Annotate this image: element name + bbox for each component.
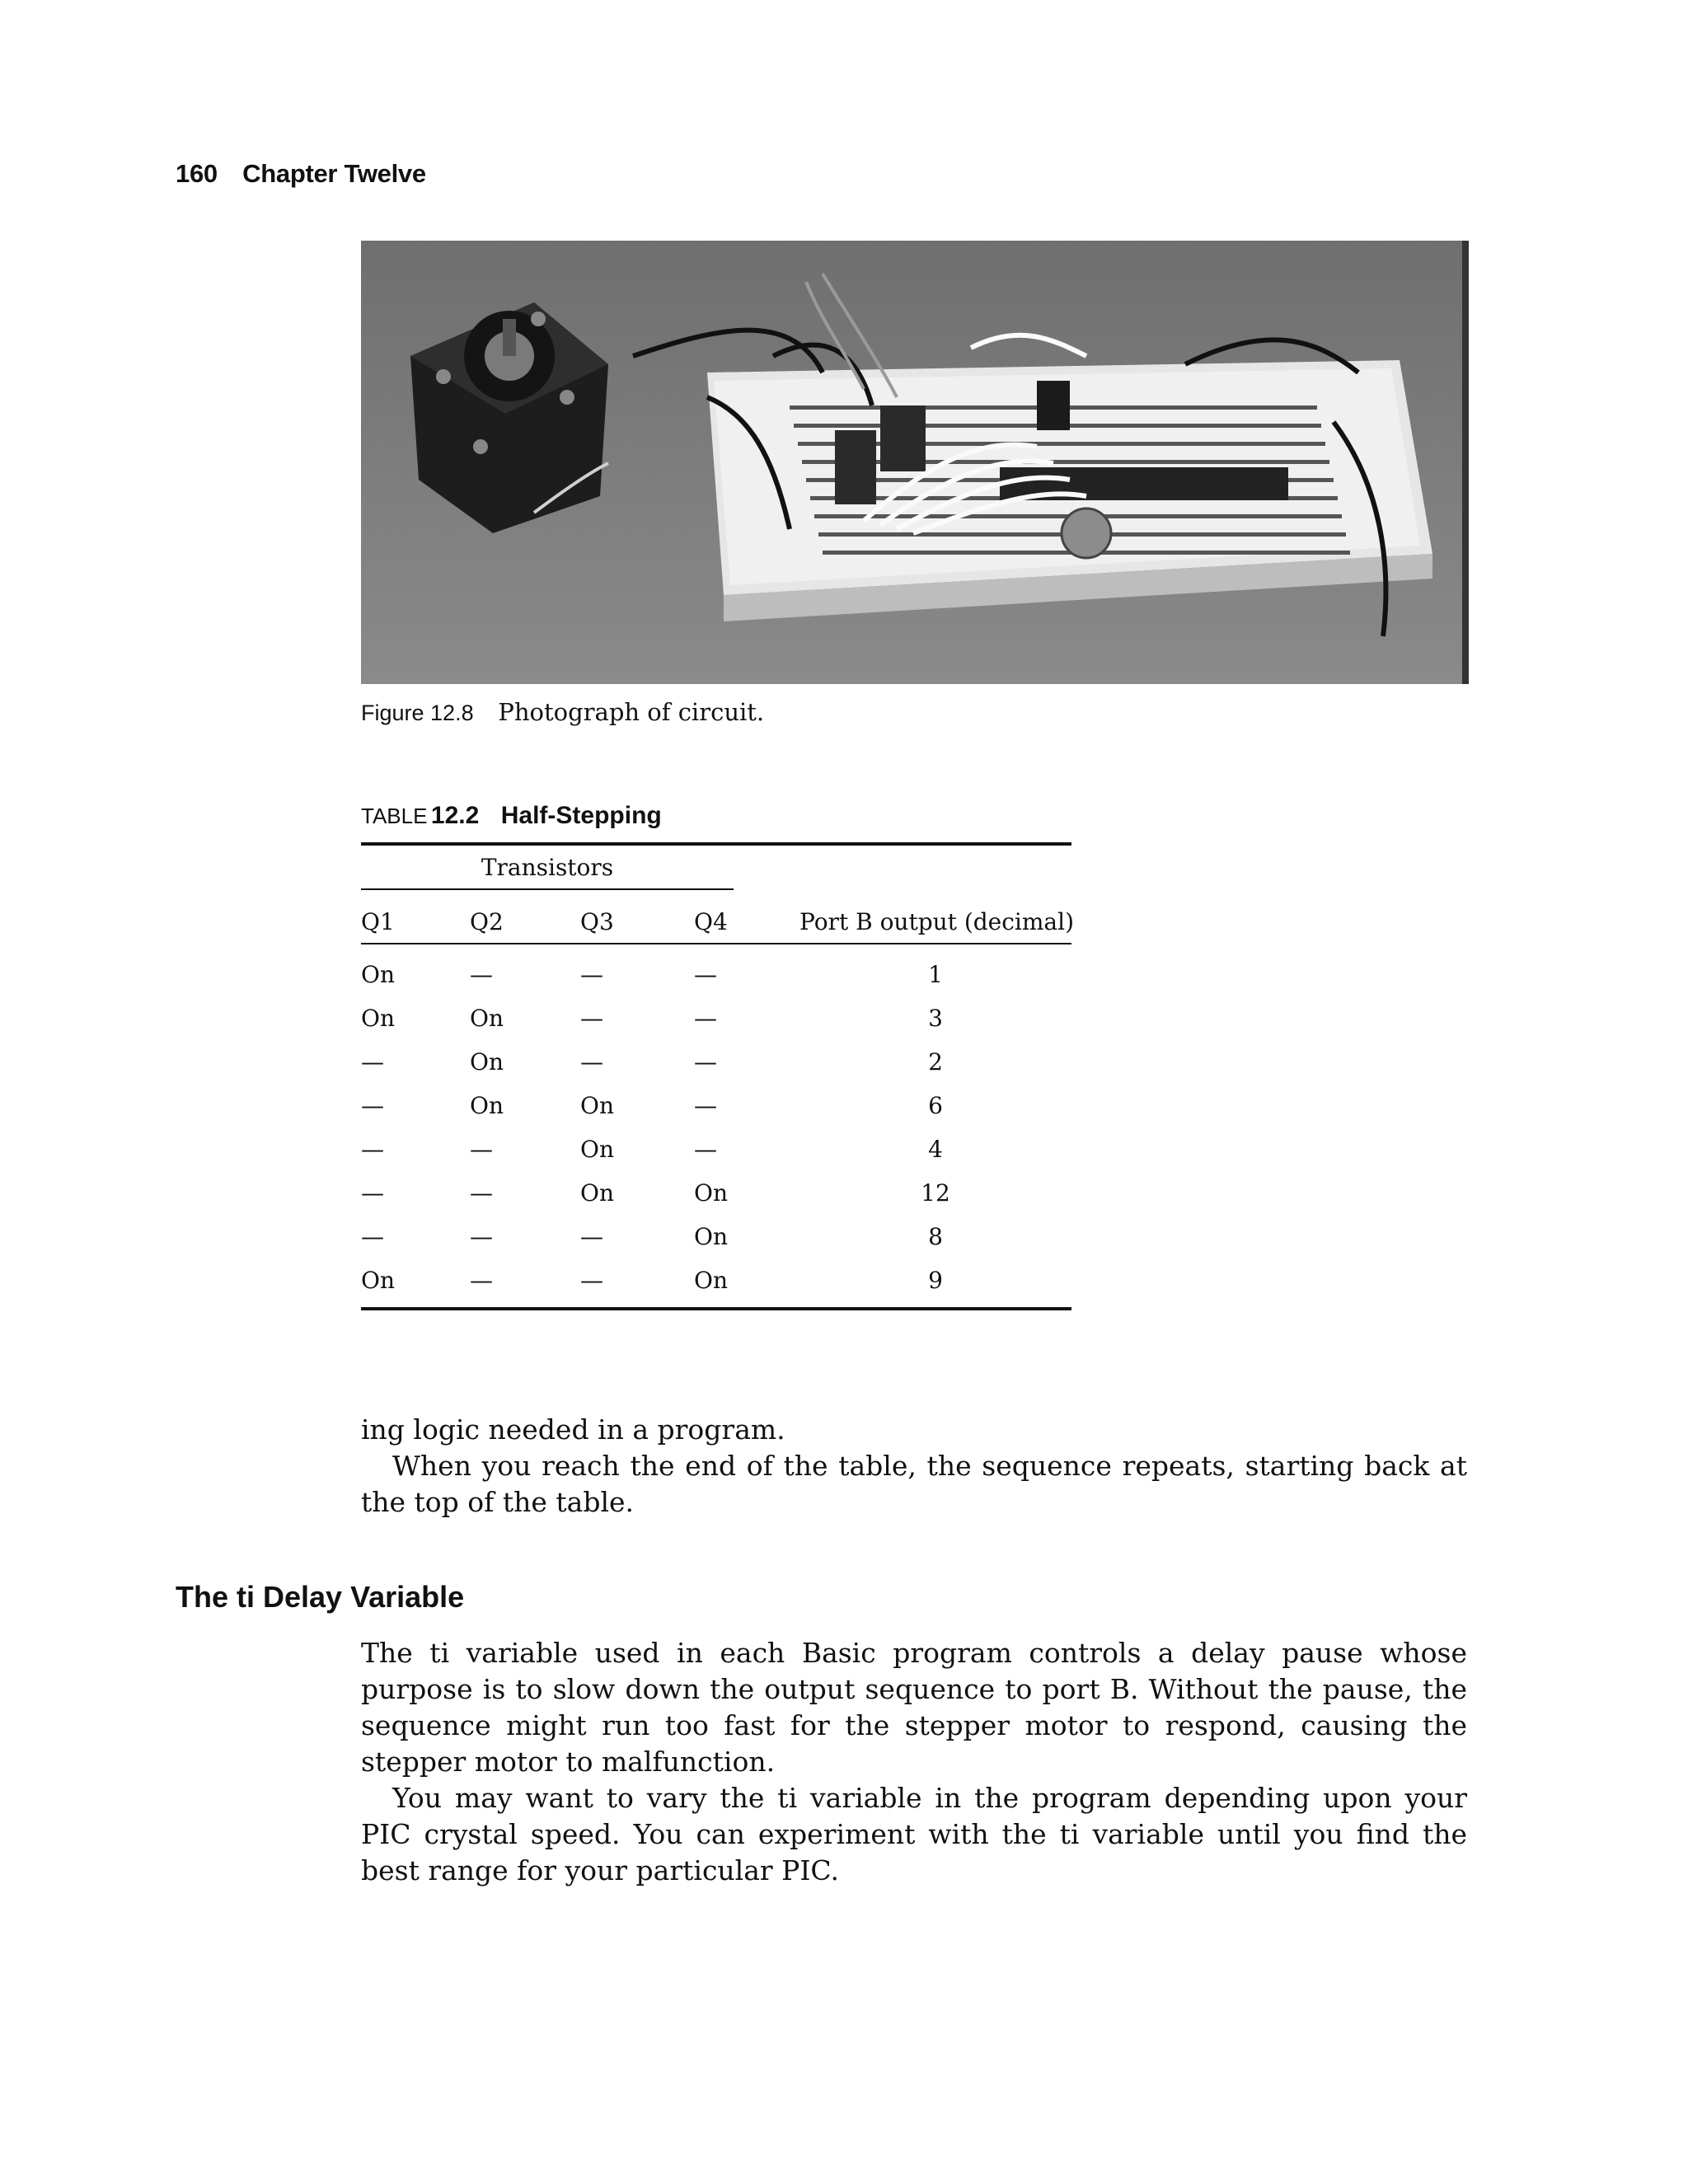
- column-header-port-b: Port B output (decimal): [799, 908, 1075, 935]
- figure-label: Figure 12.8: [361, 701, 474, 725]
- table-cell: —: [580, 1223, 603, 1250]
- group-header-rule: [361, 888, 734, 890]
- table-label: TABLE: [361, 804, 428, 828]
- column-header-q4: Q4: [694, 908, 728, 935]
- paragraph-ti-vary: You may want to vary the ti variable in the program depending upon your PIC crystal speed. You can experiment with the ti variable until you find the best range for your particular PIC.: [361, 1782, 1467, 1886]
- table-cell: —: [361, 1092, 384, 1119]
- table-cell: On: [694, 1267, 728, 1294]
- table-cell: On: [470, 1092, 504, 1119]
- table-header-rule: [361, 943, 1071, 944]
- column-header-q3: Q3: [580, 908, 614, 935]
- table-row: [361, 1048, 1071, 1092]
- table-cell: 9: [928, 1267, 943, 1294]
- page-number: 160: [176, 159, 218, 188]
- table-cell: On: [580, 1092, 614, 1119]
- paragraph-continuation: ing logic needed in a program.: [361, 1413, 785, 1446]
- table-cell: —: [361, 1223, 384, 1250]
- table-cell: —: [694, 1048, 717, 1076]
- table-cell: —: [361, 1048, 384, 1076]
- table-cell: —: [470, 1136, 493, 1163]
- figure-caption: [361, 697, 764, 727]
- table-row: [361, 1092, 1071, 1136]
- table-row: [361, 1223, 1071, 1267]
- table-cell: On: [361, 1267, 395, 1294]
- table-cell: —: [580, 1267, 603, 1294]
- table-cell: —: [470, 1223, 493, 1250]
- column-header-q1: Q1: [361, 908, 395, 935]
- table-column-headers: [361, 908, 1075, 941]
- table-row: [361, 1136, 1071, 1179]
- table-cell: —: [694, 1092, 717, 1119]
- table-cell: —: [580, 1005, 603, 1032]
- table-bottom-rule: [361, 1307, 1071, 1310]
- table-cell: 1: [928, 961, 943, 988]
- table-cell: —: [361, 1136, 384, 1163]
- table-cell: —: [580, 961, 603, 988]
- circuit-photo-image: [361, 241, 1469, 684]
- column-header-q2: Q2: [470, 908, 504, 935]
- circuit-photograph: [361, 241, 1469, 684]
- paragraph-ti-variable: The ti variable used in each Basic program controls a delay pause whose purpose is to slow down the output sequence to port B. Without the pause, the sequence might run too fast for the stepper motor to respond, causing the stepper motor to malfunction.: [361, 1637, 1467, 1778]
- table-cell: On: [694, 1223, 728, 1250]
- table-top-rule: [361, 842, 1071, 846]
- table-cell: 3: [928, 1005, 943, 1032]
- table-cell: On: [361, 961, 395, 988]
- table-cell: On: [361, 1005, 395, 1032]
- table-cell: On: [580, 1136, 614, 1163]
- table-cell: 6: [928, 1092, 943, 1119]
- table-row: [361, 1005, 1071, 1048]
- table-cell: 4: [928, 1136, 943, 1163]
- figure-caption-text: Photograph of circuit.: [498, 698, 765, 726]
- table-cell: On: [580, 1179, 614, 1207]
- table-cell: 8: [928, 1223, 943, 1250]
- table-cell: —: [694, 961, 717, 988]
- table-cell: —: [694, 1136, 717, 1163]
- transistors-group-header: Transistors: [481, 854, 614, 881]
- table-cell: On: [470, 1005, 504, 1032]
- section-heading: The ti Delay Variable: [176, 1580, 465, 1614]
- table-cell: —: [470, 1267, 493, 1294]
- running-head: [176, 159, 426, 189]
- table-name: Half-Stepping: [500, 802, 662, 829]
- table-row: [361, 961, 1071, 1005]
- table-cell: —: [694, 1005, 717, 1032]
- paragraph-sequence-repeats: When you reach the end of the table, the sequence repeats, starting back at the top of the table.: [361, 1450, 1467, 1518]
- table-cell: —: [361, 1179, 384, 1207]
- table-cell: 2: [928, 1048, 943, 1076]
- table-title: [361, 802, 662, 830]
- table-cell: —: [470, 1179, 493, 1207]
- table-number: 12.2: [430, 802, 480, 829]
- table-row: [361, 1267, 1071, 1310]
- chapter-title: Chapter Twelve: [242, 159, 426, 188]
- table-body: [361, 961, 1071, 1310]
- table-cell: —: [580, 1048, 603, 1076]
- table-cell: —: [470, 961, 493, 988]
- table-cell: 12: [921, 1179, 950, 1207]
- table-row: [361, 1179, 1071, 1223]
- table-cell: On: [470, 1048, 504, 1076]
- table-cell: On: [694, 1179, 728, 1207]
